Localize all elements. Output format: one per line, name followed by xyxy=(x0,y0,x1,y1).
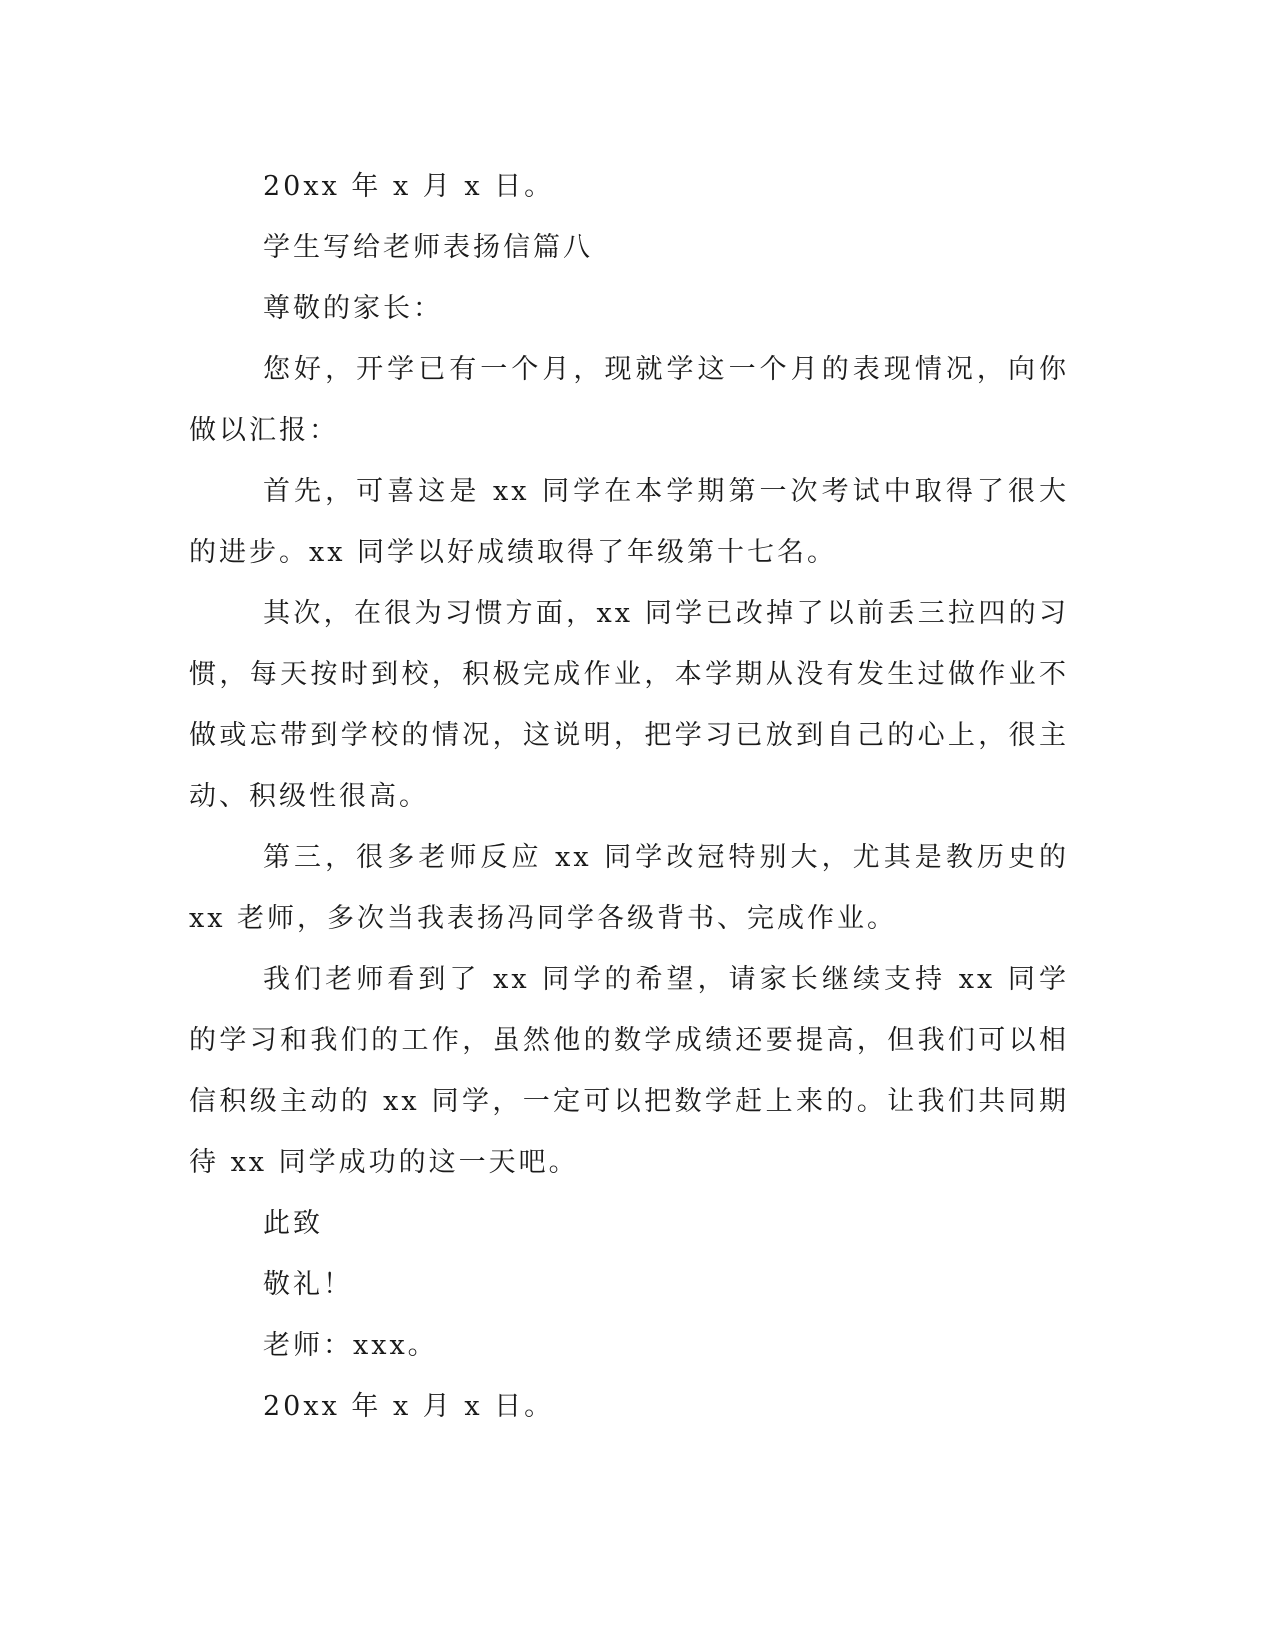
date-line-top: 20xx 年 x 月 x 日。 xyxy=(263,171,555,202)
closing-phrase: 此致 xyxy=(263,1208,323,1239)
paragraph-closing: 我们老师看到了 xx 同学的希望，请家长继续支持 xx 同学的学习和我们的工作，虽然他的数学成绩还要提高，但我们可以相信积级主动的 xx 同学，一定可以把数学赶上来的。让我们共同期待 xx 同学成功的这一天吧。 xyxy=(189,964,1069,1178)
paragraph-second: 其次，在很为习惯方面，xx 同学已改掉了以前丢三拉四的习惯，每天按时到校，积极完成作业，本学期从没有发生过做作业不做或忘带到学校的情况，这说明，把学习已放到自己的心上，很主动、积级性很高。 xyxy=(189,598,1069,812)
date-line-bottom: 20xx 年 x 月 x 日。 xyxy=(263,1391,555,1422)
salutation: 尊敬的家长： xyxy=(263,293,443,324)
paragraph-greeting: 您好，开学已有一个月，现就学这一个月的表现情况，向你做以汇报： xyxy=(189,354,1069,446)
paragraph-first: 首先，可喜这是 xx 同学在本学期第一次考试中取得了很大的进步。xx 同学以好成绩取得了年级第十七名。 xyxy=(189,476,1069,568)
signature: 老师：xxx。 xyxy=(263,1330,438,1361)
paragraph-third: 第三，很多老师反应 xx 同学改冠特别大，尤其是教历史的 xx 老师，多次当我表扬冯同学各级背书、完成作业。 xyxy=(189,842,1069,934)
letter-body xyxy=(189,156,1069,1437)
letter-heading: 学生写给老师表扬信篇八 xyxy=(263,232,593,263)
closing-salute: 敬礼！ xyxy=(263,1269,353,1300)
